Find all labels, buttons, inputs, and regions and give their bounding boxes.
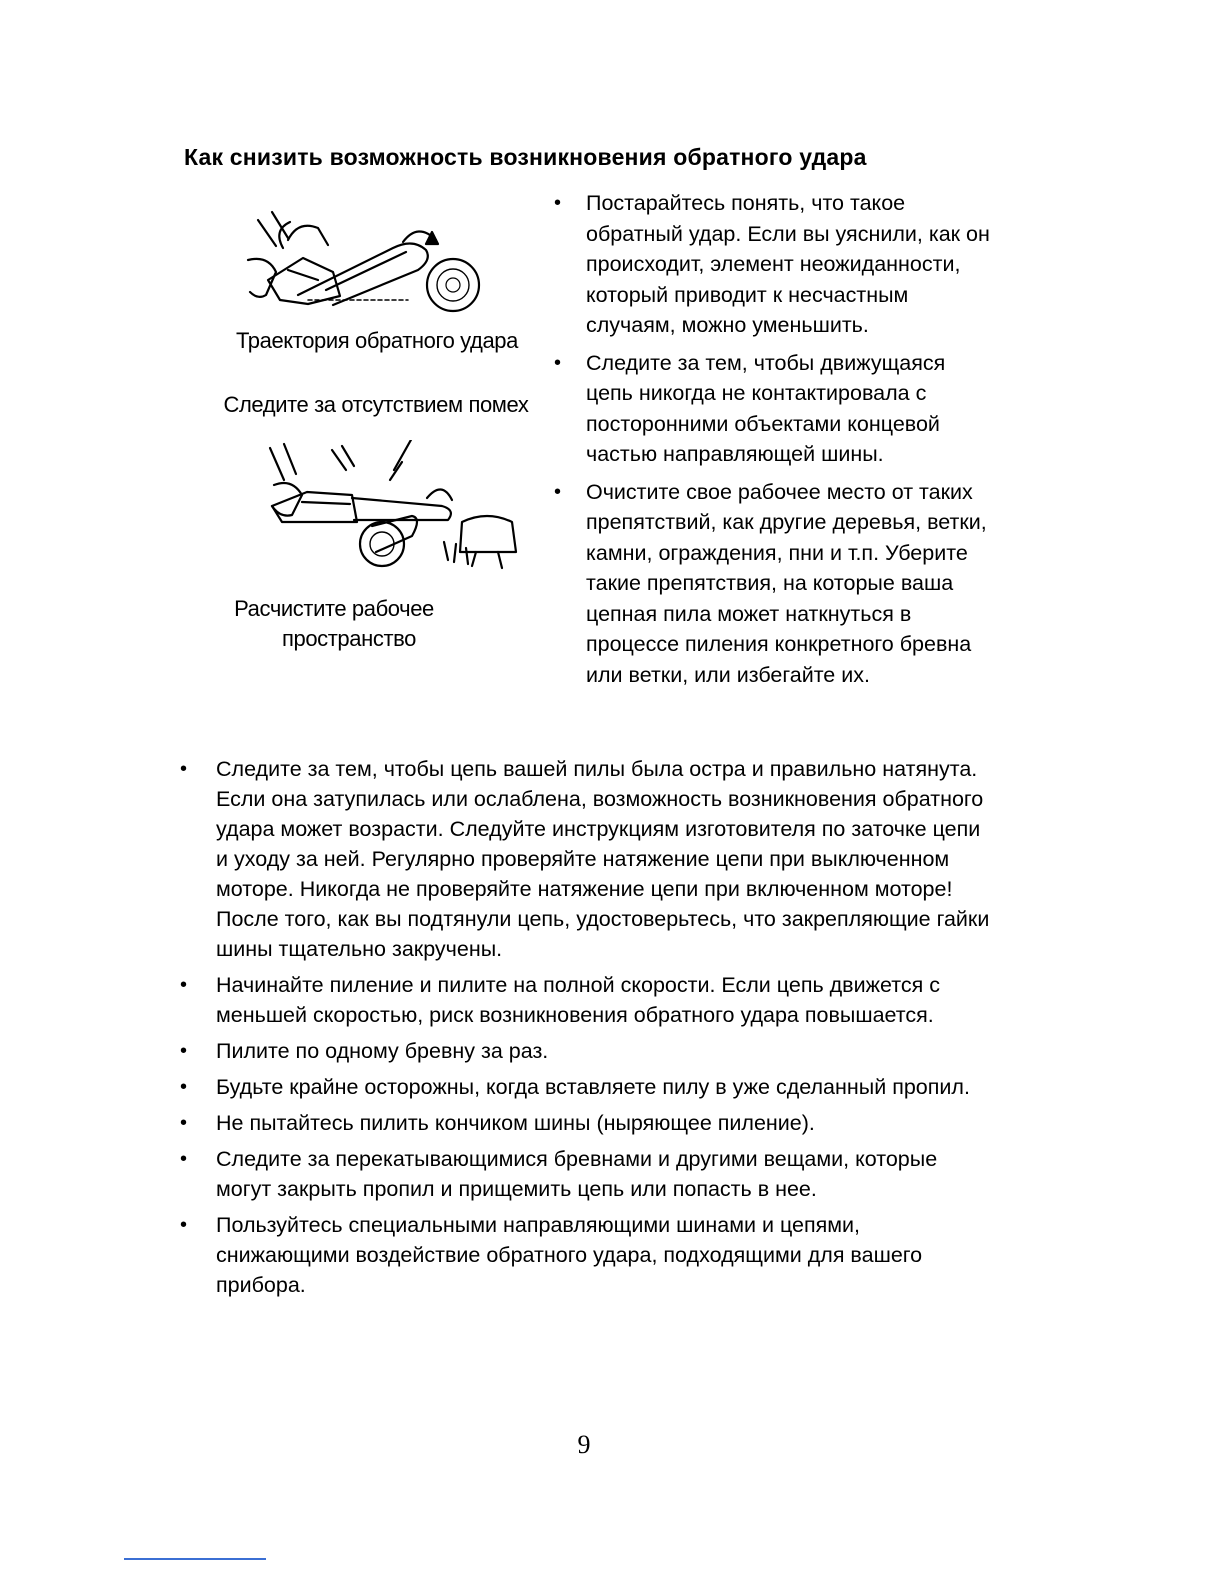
list-item — [552, 348, 992, 470]
bullet: • — [180, 1214, 188, 1236]
chainsaw-kickback-illustration — [228, 200, 488, 318]
figure-caption-clear-area-line2: пространство — [281, 626, 417, 651]
list-item — [178, 1108, 998, 1138]
bullet: • — [180, 758, 188, 780]
list-item-text: Пилите по одному бревну за раз. — [216, 1039, 549, 1063]
footer-divider — [124, 1558, 266, 1560]
list-item — [178, 1072, 998, 1102]
figure-caption-kickback: Траектория обратного удара — [236, 328, 518, 353]
figure-caption-obstruction: Следите за отсутствием помех — [223, 392, 529, 417]
list-item-text: Следите за тем, чтобы цепь вашей пилы была остра и правильно натянута. Если она затупилась или ослаблена, возможность возникновения обратного удара может возрасти. Следуйте инструкциям изготовителя по заточке цепи и уходу за ней. Регулярно проверяйте натяжение цепи при выключенном моторе. Никогда не проверяйте натяжение цепи при включенном моторе! После того, как вы подтянули цепь, удостоверьтесь, что закрепляющие гайки шины тщательно закручены. — [216, 757, 990, 961]
bullet: • — [180, 1148, 188, 1170]
list-item — [178, 754, 998, 964]
list-item — [178, 970, 998, 1030]
list-item-text: Следите за перекатывающимися бревнами и другими вещами, которые могут закрыть пропил и прищемить цепь или попасть в нее. — [216, 1147, 938, 1201]
bullet: • — [180, 974, 188, 996]
right-column-list — [552, 188, 992, 697]
page-heading: Как снизить возможность возникновения обратного удара — [184, 144, 867, 170]
list-item — [552, 188, 992, 341]
list-item — [178, 1210, 998, 1300]
full-width-list — [178, 754, 998, 1306]
list-item-text: Очистите свое рабочее место от таких препятствий, как другие деревья, ветки, камни, ограждения, пни и т.п. Уберите такие препятствия, на которые ваша цепная пила может наткнуться в процессе пиления конкретного бревна или ветки, или избегайте их. — [586, 479, 987, 687]
bullet: • — [554, 192, 562, 214]
bullet: • — [554, 480, 562, 503]
list-item — [552, 477, 992, 691]
list-item — [178, 1144, 998, 1204]
bullet: • — [180, 1076, 188, 1098]
list-item-text: Постарайтесь понять, что такое обратный удар. Если вы уяснили, как он происходит, элемент неожиданности, который приводит к несчастным случаям, можно уменьшить. — [586, 191, 990, 337]
page-number: 9 — [577, 1430, 591, 1459]
chainsaw-obstruction-illustration — [262, 440, 524, 580]
bullet: • — [180, 1112, 188, 1134]
bullet: • — [554, 351, 562, 374]
list-item-text: Не пытайтесь пилить кончиком шины (ныряющее пиление). — [216, 1111, 815, 1135]
bullet: • — [180, 1040, 188, 1062]
list-item-text: Следите за тем, чтобы движущаяся цепь никогда не контактировала с посторонними объектами концевой частью направляющей шины. — [586, 350, 946, 466]
figure-caption-clear-area — [214, 594, 454, 654]
list-item-text: Начинайте пиление и пилите на полной скорости. Если цепь движется с меньшей скоростью, риск возникновения обратного удара повышается. — [216, 973, 940, 1027]
list-item-text: Будьте крайне осторожны, когда вставляете пилу в уже сделанный пропил. — [216, 1075, 970, 1099]
list-item — [178, 1036, 998, 1066]
figure-caption-clear-area-line1: Расчистите рабочее — [234, 596, 434, 621]
list-item-text: Пользуйтесь специальными направляющими шинами и цепями, снижающими воздействие обратного удара, подходящими для вашего прибора. — [216, 1213, 923, 1297]
